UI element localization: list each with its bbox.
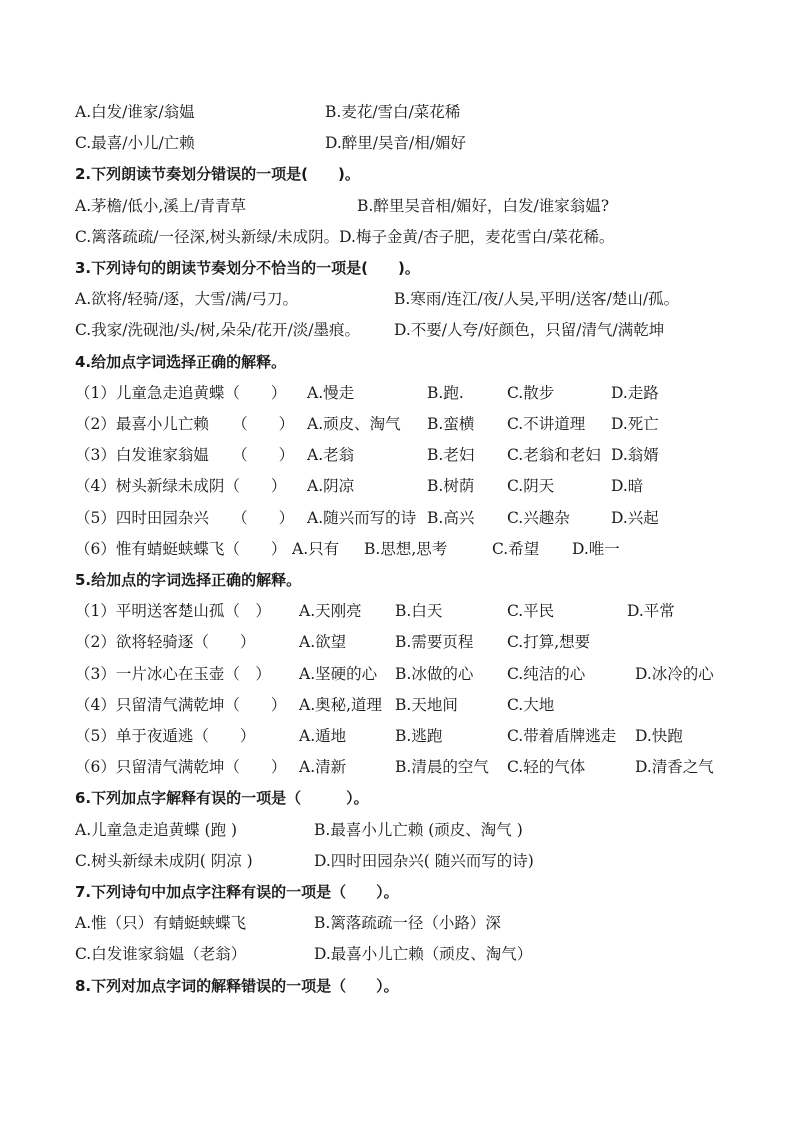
option-text: C.最喜/小儿/亡赖 [75,134,195,153]
option-text: A.惟（只）有蜻蜓蛱蝶飞 [75,914,247,933]
option-text: B.逃跑 [395,727,443,745]
option-text: D.暗 [611,477,644,496]
option-text: A.白发/谁家/翁媪 [75,103,195,121]
option-text: B.老妇 [427,446,475,465]
option-text: B.清晨的空气 [395,758,489,777]
question-text: 7.下列诗句中加点字注释有误的一项是（ ）。 [75,883,399,901]
option-text: A.顽皮、淘气 [307,415,401,433]
question-text: 6.下列加点字解释有误的一项是（ ）。 [75,789,369,808]
option-text: B.最喜小儿亡赖 (顽皮、淘气 ) [314,820,523,839]
option-text: C.白发谁家翁媪（老翁） [75,945,247,964]
option-text: A.只有 [292,539,340,558]
question-text: 5.给加点的字词选择正确的解释。 [75,571,302,589]
option-text: A.阴凉 [307,477,355,496]
option-text: （2）欲将轻骑逐（ ） [75,633,256,652]
option-text: C.不讲道理 [507,415,586,433]
option-text: A.遁地 [299,727,347,745]
option-text: B.醉里吴音相/媚好，白发/谁家翁媪? [357,196,610,215]
option-text: A.奥秘,道理 [299,695,383,714]
option-text: A.茅檐/低小,溪上/青青草 [75,196,246,215]
option-text: D.不要/人夸/好颜色，只留/清气/满乾坤 [394,321,665,340]
option-text: B.白天 [395,602,443,621]
option-text: B.树荫 [427,477,475,496]
option-text: D.走路 [611,383,659,402]
question-text: 8.下列对加点字词的解释错误的一项是（ ）。 [75,976,399,995]
option-text: D.死亡 [611,415,659,433]
option-text: （2）最喜小儿亡赖 （ ） [75,415,295,433]
option-text: A.老翁 [307,446,355,465]
option-text: A.清新 [299,758,347,777]
option-text: A.坚硬的心 [299,664,378,683]
option-text: D.快跑 [635,727,683,745]
option-text: A.儿童急走追黄蝶 (跑 ) [75,820,238,839]
option-text: （3）白发谁家翁媪 （ ） [75,446,295,465]
option-text: B.需要页程 [395,633,474,652]
option-text: C.大地 [507,695,555,714]
option-text: B.冰做的心 [395,664,474,683]
option-text: （1）平明送客楚山孤（ ） [75,602,271,621]
option-text: B.蛮横 [427,415,475,433]
option-text: （3）一片冰心在玉壶（ ） [75,664,271,683]
option-text: C.阴天 [507,477,555,496]
option-text: （5）四时田园杂兴 （ ） [75,508,295,527]
option-text: （5）单于夜遁逃（ ） [75,727,256,745]
option-text: C.兴趣杂 [507,508,570,527]
option-text: B.麦花/雪白/菜花稀 [325,103,461,121]
question-text: 3.下列诗句的朗读节奏划分不恰当的一项是( )。 [75,259,420,277]
option-text: D.冰冷的心 [635,664,714,683]
option-text: B.跑. [427,383,464,402]
option-text: B.篱落疏疏一径（小路）深 [314,914,501,933]
option-text: C.树头新绿未成阴( 阴凉 ) [75,851,253,870]
option-text: B.高兴 [427,508,475,527]
option-text: D.平常 [627,602,675,621]
option-text: C.希望 [492,539,540,558]
option-text: D.兴起 [611,508,659,527]
option-text: B.天地间 [395,695,458,714]
option-text: C.散步 [507,383,555,402]
option-text: C.平民 [507,602,555,621]
option-text: D.唯一 [572,539,620,558]
option-text: C.打算,想要 [507,633,591,652]
option-text: A.慢走 [307,383,355,402]
option-text: C.轻的气体 [507,758,586,777]
question-text: 2.下列朗读节奏划分错误的一项是( )。 [75,165,360,184]
option-text: D.醉里/吴音/相/媚好 [325,134,466,153]
option-text: （6）只留清气满乾坤（ ） [75,758,287,777]
option-text: A.随兴而写的诗 [307,508,417,527]
option-text: D.最喜小儿亡赖（顽皮、淘气） [314,945,533,964]
option-text: A.欲将/轻骑/逐，大雪/满/弓刀。 [75,290,299,309]
option-text: B.思想,思考 [364,539,448,558]
option-text: A.天刚亮 [299,602,362,621]
option-text: C.老翁和老妇 [507,446,601,465]
option-text: （4）树头新绿未成阴（ ） [75,477,287,496]
option-text: （6）惟有蜻蜓蛱蝶飞（ ） [75,539,287,558]
option-text: D.翁婿 [611,446,659,465]
option-text: C.篱落疏疏/一径深,树头新绿/未成阴。D.梅子金黄/杏子肥，麦花雪白/菜花稀。 [75,227,615,246]
option-text: D.清香之气 [635,758,714,777]
question-text: 4.给加点字词选择正确的解释。 [75,352,287,371]
option-text: C.带着盾牌逃走 [507,727,617,745]
option-text: （1）儿童急走追黄蝶（ ） [75,383,287,402]
option-text: C.我家/洗砚池/头/树,朵朵/花开/淡/墨痕。 [75,321,360,340]
option-text: A.欲望 [299,633,347,652]
option-text: D.四时田园杂兴( 随兴而写的诗) [314,851,534,870]
option-text: B.寒雨/连江/夜/人吴,平明/送客/楚山/孤。 [394,290,680,309]
option-text: （4）只留清气满乾坤（ ） [75,695,287,714]
option-text: C.纯洁的心 [507,664,586,683]
